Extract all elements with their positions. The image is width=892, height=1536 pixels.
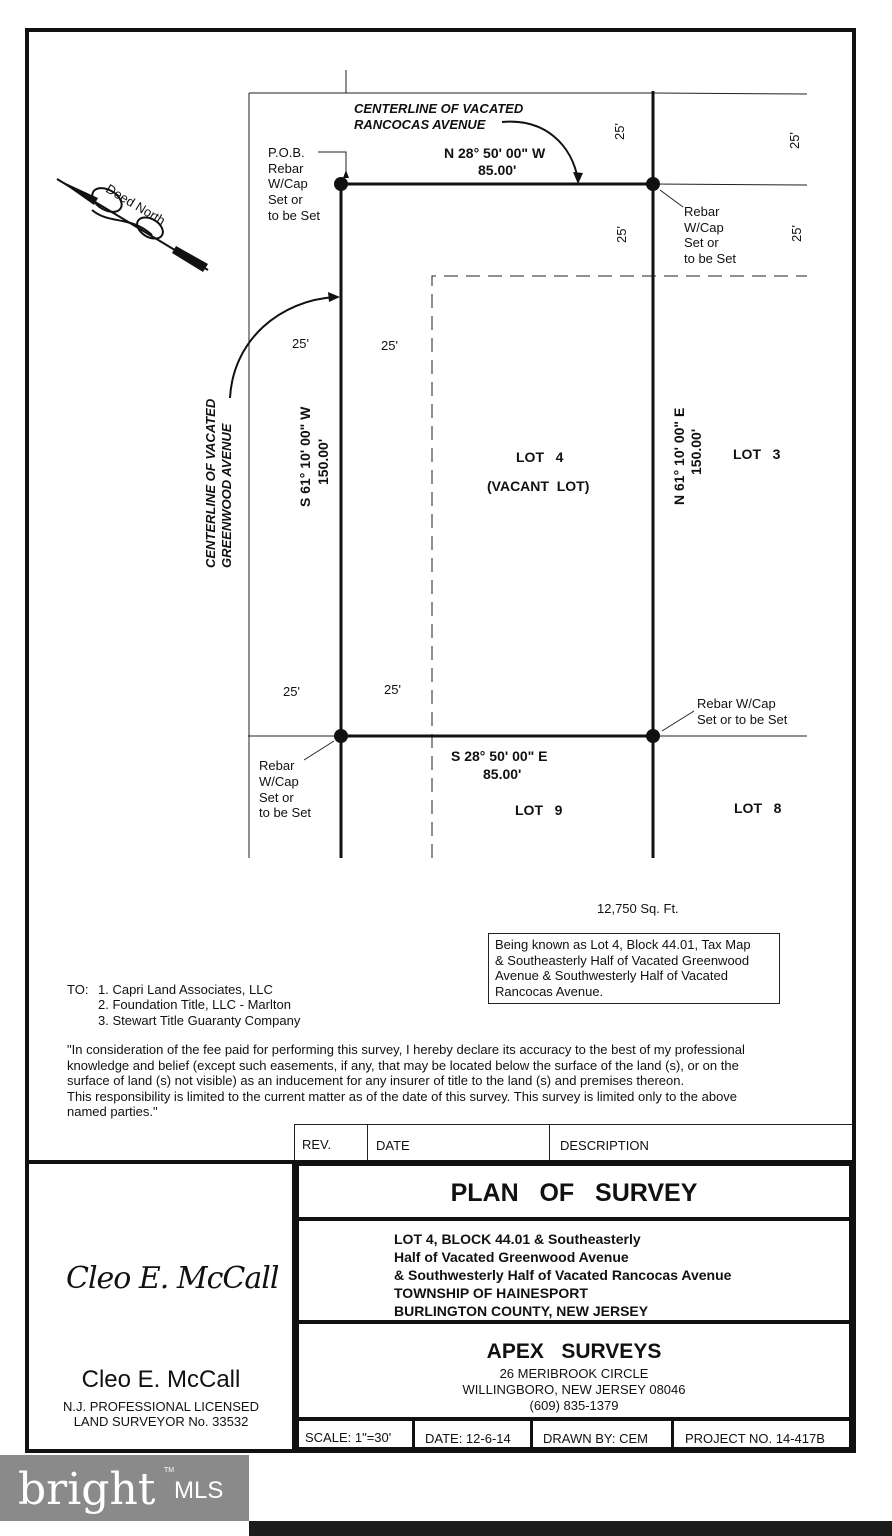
dim-25-sw-2: 25' <box>384 682 401 697</box>
to-prefix: TO: <box>67 982 89 997</box>
area-label: 12,750 Sq. Ft. <box>597 901 679 916</box>
surveyor-signature: Cleo E. McCall <box>66 1261 279 1296</box>
sw-rebar-label-4: to be Set <box>259 805 312 820</box>
certification-line: knowledge and belief (except such easements, if any, that may be located below the surface of the land (s), or on the <box>67 1057 739 1073</box>
revision-row-top <box>294 1124 852 1125</box>
drawn-by-field: DRAWN BY: CEM <box>543 1431 648 1446</box>
dim-25-ne-top: 25' <box>612 123 627 140</box>
company-address-2: WILLINGBORO, NEW JERSEY 08046 <box>462 1382 686 1397</box>
info-divider <box>530 1420 533 1449</box>
north-bearing: N 28° 50' 00" W <box>444 145 546 161</box>
description-line: BURLINGTON COUNTY, NEW JERSEY <box>394 1303 649 1319</box>
to-item: 2. Foundation Title, LLC - Marlton <box>98 997 291 1012</box>
pob-label-wcap: W/Cap <box>268 176 308 191</box>
rancocas-centerline-label-1: CENTERLINE OF VACATED <box>354 101 524 116</box>
surveyor-name: Cleo E. McCall <box>81 1366 241 1393</box>
rev-header: REV. <box>302 1137 332 1152</box>
lot9-label: LOT 9 <box>515 802 563 818</box>
bright-mls-watermark <box>0 1455 249 1521</box>
sw-monument <box>334 729 348 743</box>
company-phone: (609) 835-1379 <box>529 1398 619 1413</box>
company-address-1: 26 MERIBROOK CIRCLE <box>499 1366 649 1381</box>
dim-25-far-bottom: 25' <box>789 225 804 242</box>
deed-north-label: Deed North <box>103 181 168 229</box>
certification-line: surface of land (s) not visible) as an inducement for any insurer of title to the land (s) and premises thereon. <box>67 1073 685 1088</box>
lot4-sub-label: (VACANT LOT) <box>487 478 590 494</box>
sw-rebar-label-1: Rebar <box>259 758 295 773</box>
west-distance: 150.00' <box>315 438 331 485</box>
dim-25-ne-bottom: 25' <box>614 226 629 243</box>
ne-monument <box>646 177 660 191</box>
plan-title: PLAN OF SURVEY <box>450 1179 698 1207</box>
east-distance: 150.00' <box>688 428 704 475</box>
lot8-label: LOT 8 <box>734 800 782 816</box>
south-bearing: S 28° 50' 00" E <box>451 748 548 764</box>
dim-25-far-top: 25' <box>787 132 802 149</box>
greenwood-centerline-label-1: CENTERLINE OF VACATED <box>203 398 218 568</box>
watermark-brand: bright <box>18 1464 156 1515</box>
date-header: DATE <box>376 1138 410 1153</box>
surveyor-license-2: LAND SURVEYOR No. 33532 <box>73 1414 249 1429</box>
dim-25-west-1: 25' <box>292 336 309 351</box>
info-divider <box>671 1420 674 1449</box>
pob-leader <box>318 152 346 176</box>
to-item: 3. Stewart Title Guaranty Company <box>98 1013 301 1028</box>
company-name: APEX SURVEYS <box>486 1340 662 1363</box>
legal-description-line: Rancocas Avenue. <box>495 983 604 999</box>
certification-line: "In consideration of the fee paid for performing this survey, I hereby declare its accuracy to the best of my professional <box>67 1042 745 1057</box>
revision-divider <box>367 1124 368 1160</box>
sw-rebar-label-2: W/Cap <box>259 774 299 789</box>
surveyor-license-1: N.J. PROFESSIONAL LICENSED <box>62 1399 259 1414</box>
legal-description-line: Avenue & Southwesterly Half of Vacated <box>495 968 728 983</box>
east-bearing: N 61° 10' 00" E <box>671 407 687 505</box>
ne-leader <box>660 190 683 207</box>
legal-description-box <box>488 933 780 1004</box>
description-line: TOWNSHIP OF HAINESPORT <box>394 1285 588 1301</box>
date-field: DATE: 12-6-14 <box>425 1431 511 1446</box>
to-item: 1. Capri Land Associates, LLC <box>98 982 273 997</box>
project-number-field: PROJECT NO. 14-417B <box>685 1431 825 1446</box>
info-divider <box>412 1420 415 1449</box>
legal-description-line: Being known as Lot 4, Block 44.01, Tax Map <box>495 937 751 952</box>
lot3-label: LOT 3 <box>733 446 781 462</box>
greenwood-centerline-arrow <box>230 297 336 398</box>
pob-label-rebar: Rebar <box>268 161 304 176</box>
description-header: DESCRIPTION <box>560 1138 649 1153</box>
dim-25-west-2: 25' <box>381 338 398 353</box>
certification-line: named parties." <box>67 1104 158 1119</box>
ne-rebar-label-1: Rebar <box>684 204 720 219</box>
rancocas-row-line-east <box>653 93 807 94</box>
watermark-suffix: MLS <box>174 1477 224 1504</box>
greenwood-centerline-label-2: GREENWOOD AVENUE <box>219 423 234 568</box>
scale-field: SCALE: 1"=30' <box>305 1430 392 1445</box>
revision-divider <box>294 1124 295 1160</box>
watermark-tm: TM <box>164 1467 175 1474</box>
description-line: Half of Vacated Greenwood Avenue <box>394 1249 629 1265</box>
se-rebar-label-2: Set or to be Set <box>697 712 788 727</box>
sw-rebar-label-3: Set or <box>259 790 294 805</box>
ne-rebar-label-3: Set or <box>684 235 719 250</box>
ne-rebar-label-4: to be Set <box>684 251 737 266</box>
lot3-north-line <box>653 184 807 185</box>
description-line: & Southwesterly Half of Vacated Rancocas Avenue <box>394 1267 732 1283</box>
description-line: LOT 4, BLOCK 44.01 & Southeasterly <box>394 1231 641 1247</box>
legal-description-line: & Southeasterly Half of Vacated Greenwood <box>495 952 750 968</box>
ne-rebar-label-2: W/Cap <box>684 220 724 235</box>
pob-monument <box>334 177 348 191</box>
rancocas-centerline-label-2: RANCOCAS AVENUE <box>354 117 486 132</box>
lot4-label: LOT 4 <box>516 449 564 465</box>
certification-line: This responsibility is limited to the current matter as of the date of this survey. This survey is limited only to the above <box>67 1088 738 1104</box>
sw-leader <box>304 741 334 760</box>
pob-label-set: Set or <box>268 192 303 207</box>
north-distance: 85.00' <box>478 162 517 178</box>
certification-statement <box>67 1042 827 1120</box>
se-monument <box>646 729 660 743</box>
west-bearing: S 61° 10' 00" W <box>297 406 313 507</box>
south-distance: 85.00' <box>483 766 522 782</box>
revision-divider <box>549 1124 550 1160</box>
pob-label-tobeset: to be Set <box>268 208 321 223</box>
bottom-bar <box>249 1521 892 1536</box>
pob-label: P.O.B. <box>268 145 305 160</box>
se-leader <box>662 711 694 731</box>
se-rebar-label-1: Rebar W/Cap <box>697 696 776 711</box>
dim-25-sw-1: 25' <box>283 684 300 699</box>
